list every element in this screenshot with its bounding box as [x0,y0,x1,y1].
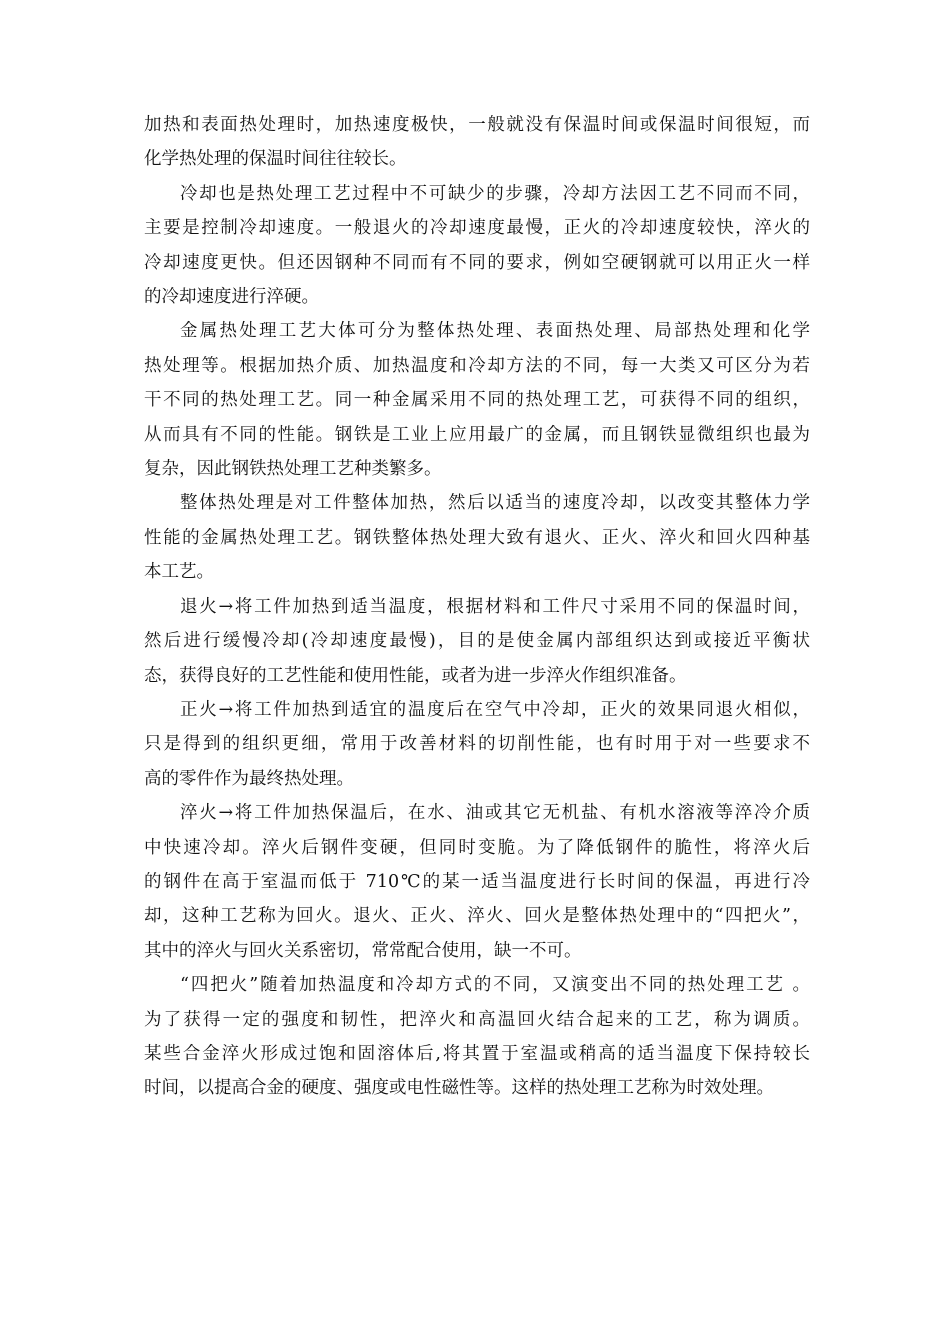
text-line: 却，这种工艺称为回火。退火、正火、淬火、回火是整体热处理中的“四把火”， [144,906,810,927]
text-line: 态，获得良好的工艺性能和使用性能，或者为进一步淬火作组织准备。 [144,665,687,686]
text-line: 某些合金淬火形成过饱和固溶体后,将其置于室温或稍高的适当温度下保持较长 [144,1043,810,1064]
text-line: 化学热处理的保温时间往往较长。 [144,149,407,170]
paragraph-cooling [144,177,810,315]
paragraph-overall-heat-treatment [144,486,810,589]
text-line: 金属热处理工艺大体可分为整体热处理、表面热处理、局部热处理和化学 [180,321,810,342]
text-line: 其中的淬火与回火关系密切，常常配合使用，缺一不可。 [144,940,582,961]
text-line: 淬火→将工件加热保温后，在水、油或其它无机盐、有机水溶液等淬冷介质 [180,803,810,824]
text-line: 为了获得一定的强度和韧性，把淬火和高温回火结合起来的工艺，称为调质。 [144,1009,810,1030]
text-line: 然后进行缓慢冷却(冷却速度最慢)，目的是使金属内部组织达到或接近平衡状 [144,631,810,652]
text-line: 时间，以提高合金的硬度、强度或电性磁性等。这样的热处理工艺称为时效处理。 [144,1078,774,1099]
text-line: 只是得到的组织更细，常用于改善材料的切削性能，也有时用于对一些要求不 [144,734,810,755]
text-line: 性能的金属热处理工艺。钢铁整体热处理大致有退火、正火、淬火和回火四种基 [144,527,810,548]
paragraph-process-categories [144,314,810,486]
text-line: 复杂，因此钢铁热处理工艺种类繁多。 [144,459,442,480]
text-line: 本工艺。 [144,562,214,583]
text-line: 干不同的热处理工艺。同一种金属采用不同的热处理工艺，可获得不同的组织， [144,390,810,411]
text-line: 中快速冷却。淬火后钢件变硬，但同时变脆。为了降低钢件的脆性，将淬火后 [144,837,810,858]
paragraph-annealing [144,590,810,693]
text-line: 热处理等。根据加热介质、加热温度和冷却方法的不同，每一大类又可区分为若 [144,355,810,376]
text-line: 的冷却速度进行淬硬。 [144,287,319,308]
text-line: “四把火”随着加热温度和冷却方式的不同，又演变出不同的热处理工艺 。 [180,975,810,996]
text-line: 冷却速度更快。但还因钢种不同而有不同的要求，例如空硬钢就可以用正火一样 [144,252,810,273]
text-line: 主要是控制冷却速度。一般退火的冷却速度最慢，正火的冷却速度较快，淬火的 [144,218,810,239]
text-line: 正火→将工件加热到适宜的温度后在空气中冷却，正火的效果同退火相似， [180,699,810,720]
text-line: 整体热处理是对工件整体加热，然后以适当的速度冷却，以改变其整体力学 [180,493,810,514]
text-line: 冷却也是热处理工艺过程中不可缺少的步骤，冷却方法因工艺不同而不同， [180,183,810,204]
text-line: 的钢件在高于室温而低于 710℃的某一适当温度进行长时间的保温，再进行冷 [144,871,810,892]
document-page [144,108,810,1106]
paragraph-heating-continued [144,108,810,177]
text-line: 从而具有不同的性能。钢铁是工业上应用最广的金属，而且钢铁显微组织也最为 [144,424,810,445]
text-line: 高的零件作为最终热处理。 [144,768,354,789]
text-line: 加热和表面热处理时，加热速度极快，一般就没有保温时间或保温时间很短，而 [144,115,810,135]
paragraph-four-fires-variants [144,968,810,1106]
text-line: 退火→将工件加热到适当温度，根据材料和工件尺寸采用不同的保温时间， [180,596,810,617]
paragraph-quenching [144,796,810,968]
paragraph-normalizing [144,693,810,796]
